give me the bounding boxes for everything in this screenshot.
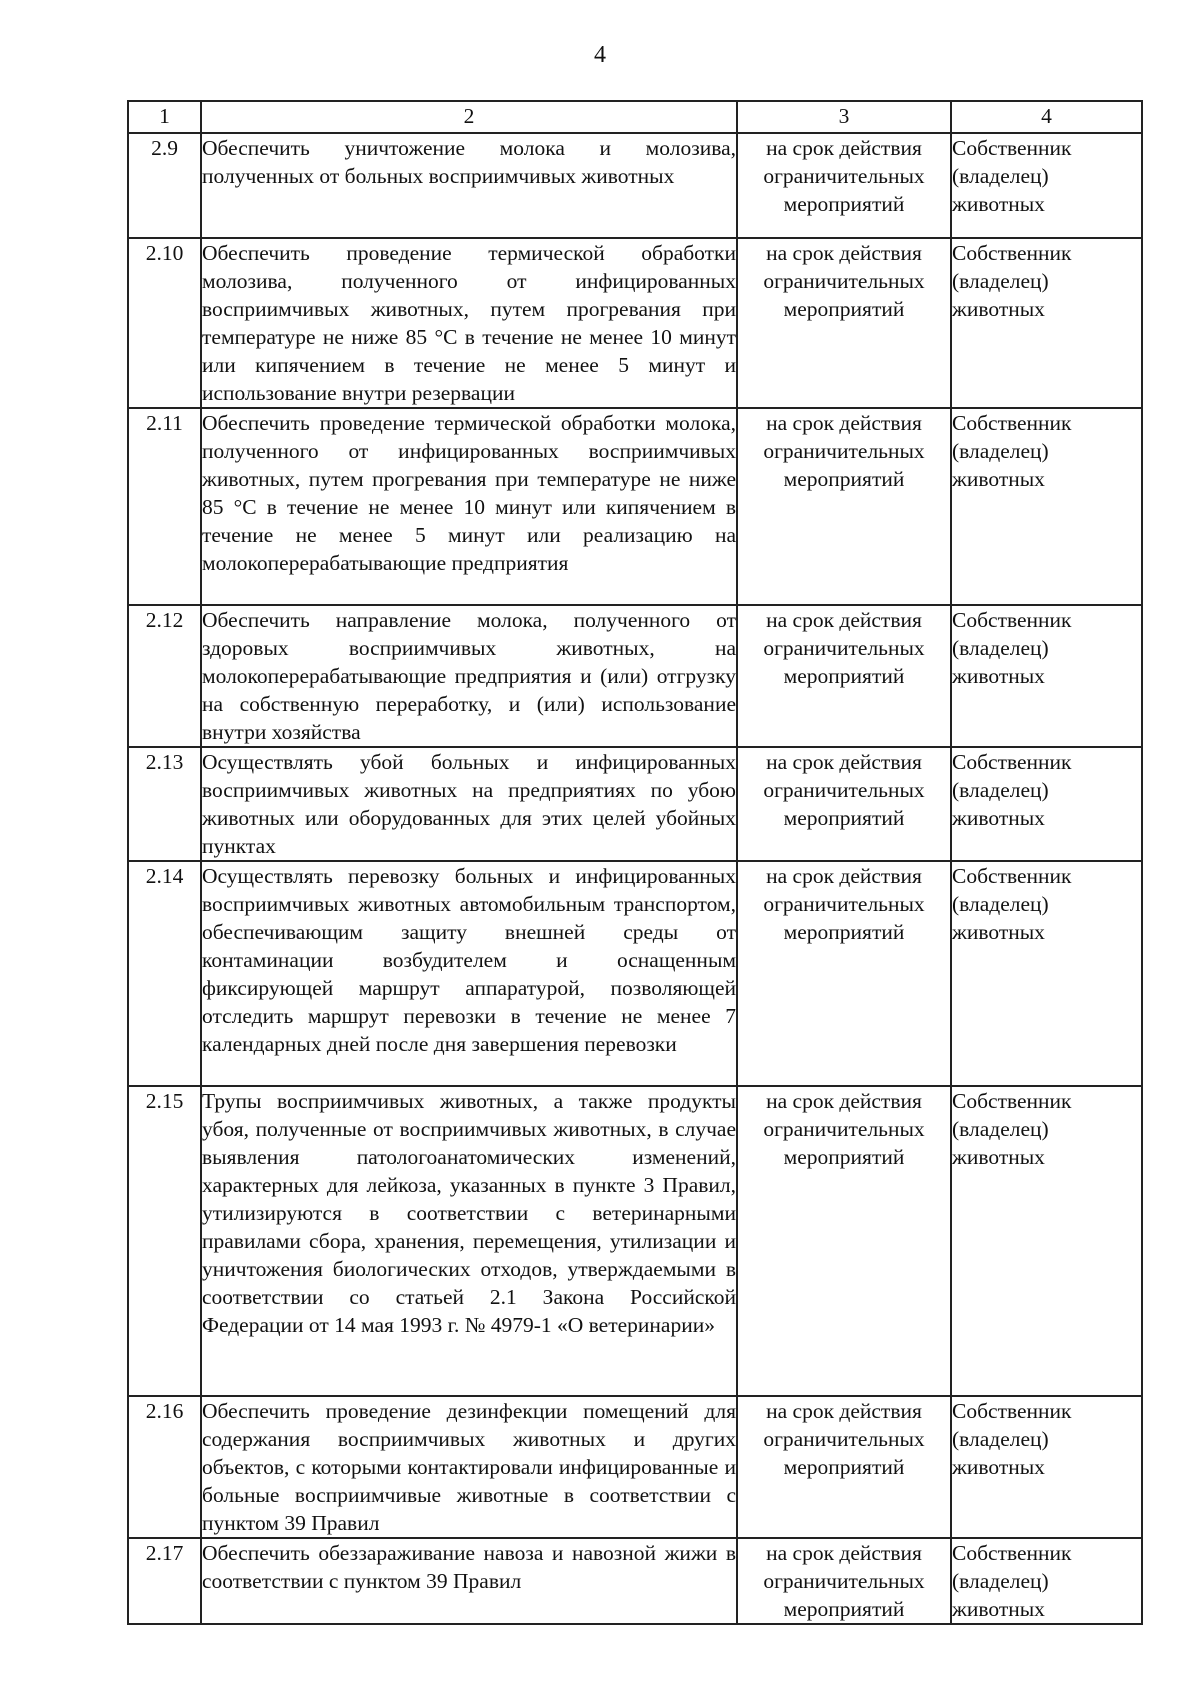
column-header-2: 2: [201, 101, 737, 133]
table-row: [128, 1396, 1142, 1538]
responsible-party: Собственник (владелец) животных: [951, 861, 1142, 1086]
row-number: 2.9: [128, 133, 201, 238]
column-header-4: 4: [951, 101, 1142, 133]
responsible-party: Собственник (владелец) животных: [951, 1538, 1142, 1624]
measure-term: на срок действия ограничительных мероприятий: [737, 133, 951, 238]
measure-description: Осуществлять перевозку больных и инфицированных восприимчивых животных автомобильным транспортом, обеспечивающим защиту внешней среды от контаминации возбудителем и оснащенным фиксирующей маршрут аппаратурой, позволяющей отследить маршрут перевозки в течение не менее 7 календарных дней после дня завершения перевозки: [201, 861, 737, 1086]
row-number: 2.12: [128, 605, 201, 747]
row-number: 2.14: [128, 861, 201, 1086]
row-number: 2.10: [128, 238, 201, 408]
table-row: [128, 747, 1142, 861]
measure-term: на срок действия ограничительных мероприятий: [737, 238, 951, 408]
measure-term: на срок действия ограничительных мероприятий: [737, 408, 951, 605]
page-number: 4: [594, 42, 606, 68]
measures-table: [127, 100, 1143, 1625]
measure-term: на срок действия ограничительных мероприятий: [737, 1086, 951, 1396]
table-row: [128, 238, 1142, 408]
table-header-row: [128, 101, 1142, 133]
measure-term: на срок действия ограничительных мероприятий: [737, 861, 951, 1086]
column-header-1: 1: [128, 101, 201, 133]
row-number: 2.16: [128, 1396, 201, 1538]
table-row: [128, 1538, 1142, 1624]
measure-term: на срок действия ограничительных мероприятий: [737, 1538, 951, 1624]
responsible-party: Собственник (владелец) животных: [951, 408, 1142, 605]
table-row: [128, 133, 1142, 238]
measure-description: Обеспечить проведение термической обработки молозива, полученного от инфицированных восприимчивых животных, путем прогревания при температуре не ниже 85 °С в течение не менее 10 минут или кипячением в течение не менее 5 минут и использование внутри резервации: [201, 238, 737, 408]
responsible-party: Собственник (владелец) животных: [951, 1086, 1142, 1396]
measure-term: на срок действия ограничительных мероприятий: [737, 605, 951, 747]
measure-description: Обеспечить обеззараживание навоза и навозной жижи в соответствии с пунктом 39 Правил: [201, 1538, 737, 1624]
measure-term: на срок действия ограничительных мероприятий: [737, 1396, 951, 1538]
responsible-party: Собственник (владелец) животных: [951, 747, 1142, 861]
measure-description: Обеспечить направление молока, полученного от здоровых восприимчивых животных, на молокоперерабатывающие предприятия и (или) отгрузку на собственную переработку, и (или) использование внутри хозяйства: [201, 605, 737, 747]
responsible-party: Собственник (владелец) животных: [951, 1396, 1142, 1538]
measure-description: Трупы восприимчивых животных, а также продукты убоя, полученные от восприимчивых животных, в случае выявления патологоанатомических изменений, характерных для лейкоза, указанных в пункте 3 Правил, утилизируются в соответствии с ветеринарными правилами сбора, хранения, перемещения, утилизации и уничтожения биологических отходов, утверждаемыми в соответствии со статьей 2.1 Закона Российской Федерации от 14 мая 1993 г. № 4979-1 «О ветеринарии»: [201, 1086, 737, 1396]
measure-term: на срок действия ограничительных мероприятий: [737, 747, 951, 861]
table-row: [128, 1086, 1142, 1396]
row-number: 2.17: [128, 1538, 201, 1624]
responsible-party: Собственник (владелец) животных: [951, 238, 1142, 408]
table-row: [128, 408, 1142, 605]
table-row: [128, 861, 1142, 1086]
table-row: [128, 605, 1142, 747]
row-number: 2.11: [128, 408, 201, 605]
responsible-party: Собственник (владелец) животных: [951, 133, 1142, 238]
column-header-3: 3: [737, 101, 951, 133]
measure-description: Осуществлять убой больных и инфицированных восприимчивых животных на предприятиях по убою животных или оборудованных для этих целей убойных пунктах: [201, 747, 737, 861]
measure-description: Обеспечить проведение дезинфекции помещений для содержания восприимчивых животных и других объектов, с которыми контактировали инфицированные и больные восприимчивые животные в соответствии с пунктом 39 Правил: [201, 1396, 737, 1538]
measure-description: Обеспечить проведение термической обработки молока, полученного от инфицированных восприимчивых животных, путем прогревания при температуре не ниже 85 °С в течение не менее 10 минут или кипячением в течение не менее 5 минут или реализацию на молокоперерабатывающие предприятия: [201, 408, 737, 605]
measure-description: Обеспечить уничтожение молока и молозива, полученных от больных восприимчивых животных: [201, 133, 737, 238]
row-number: 2.13: [128, 747, 201, 861]
row-number: 2.15: [128, 1086, 201, 1396]
responsible-party: Собственник (владелец) животных: [951, 605, 1142, 747]
